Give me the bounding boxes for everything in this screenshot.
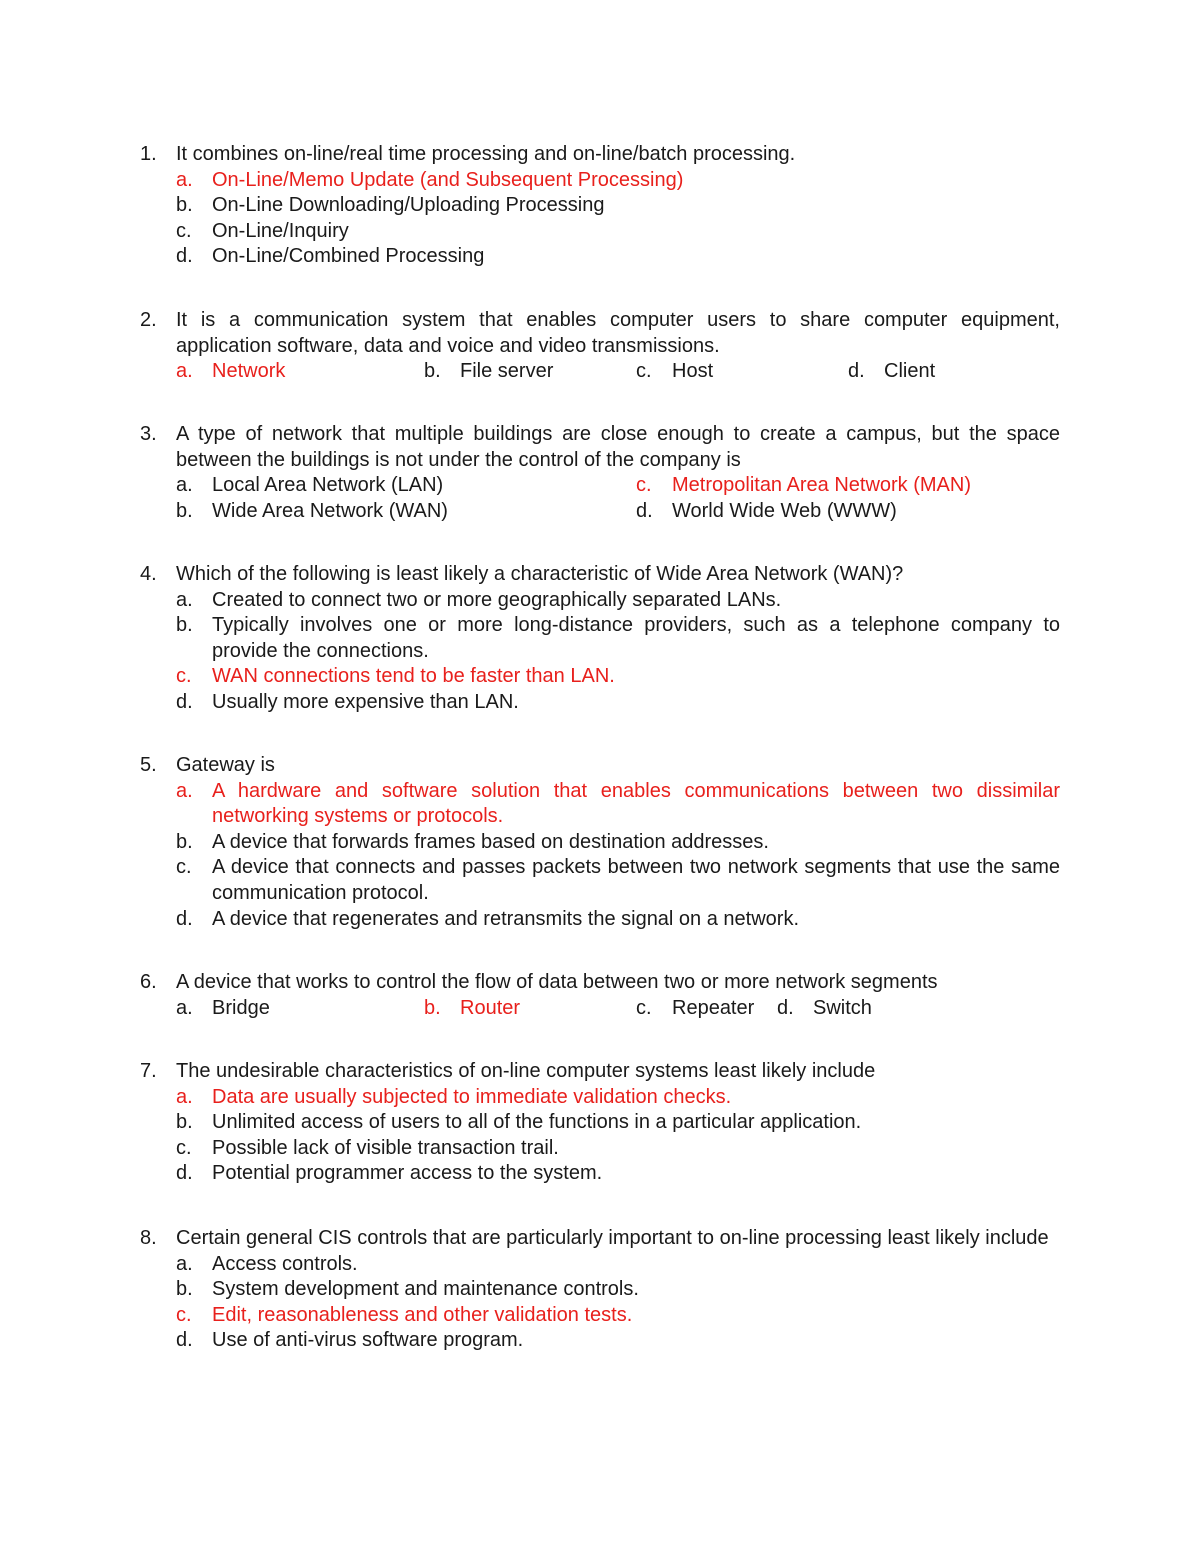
question-number: 2. (140, 309, 157, 331)
option-text: On-Line Downloading/Uploading Processing (212, 194, 605, 217)
question-number: 7. (140, 1060, 157, 1082)
question-2 (140, 308, 1060, 385)
question-number: 5. (140, 754, 157, 776)
option-d (848, 359, 1048, 385)
option-text: System development and maintenance controls. (212, 1278, 639, 1301)
option-letter: a. (176, 588, 193, 611)
option-text: Switch (813, 996, 872, 1019)
question-text: A type of network that multiple buildings are close enough to create a campus, but the space between the buildings is not under the control of the company is (176, 423, 1060, 471)
question-4 (140, 562, 1060, 716)
option-text: Router (460, 996, 521, 1019)
question-1 (140, 142, 1060, 270)
option-letter: d. (777, 996, 794, 1019)
option-b (176, 830, 1060, 856)
option-d (176, 907, 1060, 933)
option-text: Wide Area Network (WAN) (212, 499, 448, 522)
option-c (176, 1136, 1060, 1162)
question-text: Gateway is (176, 754, 275, 776)
option-letter: c. (636, 996, 652, 1019)
options-list (176, 779, 1060, 933)
option-text: Unlimited access of users to all of the functions in a particular application. (212, 1111, 862, 1134)
option-letter: b. (424, 360, 441, 383)
question-3 (140, 422, 1060, 524)
option-letter: c. (176, 856, 192, 879)
question-number: 3. (140, 423, 157, 445)
option-letter: d. (636, 499, 653, 522)
question-text: The undesirable characteristics of on-line computer systems least likely include (176, 1060, 876, 1082)
option-text: On-Line/Memo Update (and Subsequent Processing) (212, 168, 684, 191)
option-text: A hardware and software solution that enables communications between two dissimilar networking systems or protocols. (212, 779, 1060, 828)
question-text: Which of the following is least likely a characteristic of Wide Area Network (WAN)? (176, 563, 904, 585)
option-a (176, 359, 424, 385)
option-letter: b. (424, 996, 441, 1019)
option-letter: c. (636, 474, 652, 497)
question-7 (140, 1059, 1060, 1187)
option-letter: b. (176, 830, 193, 853)
option-letter: d. (176, 690, 193, 713)
option-text: A device that regenerates and retransmits the signal on a network. (212, 907, 800, 930)
option-text: World Wide Web (WWW) (672, 499, 897, 522)
options-list (176, 1252, 1060, 1354)
option-letter: a. (176, 779, 193, 802)
question-text: It combines on-line/real time processing and on-line/batch processing. (176, 143, 796, 165)
option-letter: b. (176, 194, 193, 217)
option-a (176, 996, 424, 1022)
option-text: Metropolitan Area Network (MAN) (672, 474, 971, 497)
options-row (176, 473, 1060, 499)
option-c (636, 996, 777, 1022)
question-number: 8. (140, 1227, 157, 1249)
question-number: 4. (140, 563, 157, 585)
question-text: It is a communication system that enables computer users to share computer equipment, application software, data and voice and video transmissions. (176, 309, 1060, 357)
option-letter: a. (176, 1252, 193, 1275)
option-text: A device that forwards frames based on destination addresses. (212, 830, 769, 853)
option-text: Possible lack of visible transaction trail. (212, 1136, 559, 1159)
options-list (176, 588, 1060, 716)
option-text: WAN connections tend to be faster than LAN. (212, 665, 615, 688)
option-letter: b. (176, 614, 193, 637)
option-text: Repeater (672, 996, 755, 1019)
option-b (176, 1277, 1060, 1303)
option-text: Data are usually subjected to immediate validation checks. (212, 1085, 732, 1108)
option-b (424, 359, 636, 385)
option-letter: c. (636, 360, 652, 383)
option-text: Typically involves one or more long-distance providers, such as a telephone company to provide the connections. (212, 614, 1060, 662)
option-text: A device that connects and passes packets between two network segments that use the same communication protocol. (212, 856, 1060, 904)
option-d (636, 499, 897, 525)
option-letter: c. (176, 1136, 192, 1159)
option-a (176, 168, 1060, 194)
options-list (176, 168, 1060, 270)
options-list (176, 1085, 1060, 1187)
option-d (777, 996, 872, 1022)
option-d (176, 1161, 1060, 1187)
options-row (176, 359, 1060, 385)
question-number: 6. (140, 971, 157, 993)
option-text: On-Line/Combined Processing (212, 245, 485, 268)
option-text: File server (460, 360, 554, 383)
question-number: 1. (140, 143, 157, 165)
option-c (176, 219, 1060, 245)
option-text: Created to connect two or more geographically separated LANs. (212, 588, 782, 611)
option-letter: c. (176, 219, 192, 242)
option-letter: b. (176, 1111, 193, 1134)
option-b (424, 996, 636, 1022)
option-letter: a. (176, 996, 193, 1019)
option-letter: a. (176, 1085, 193, 1108)
option-letter: c. (176, 665, 192, 688)
option-text: Use of anti-virus software program. (212, 1329, 524, 1352)
option-letter: b. (176, 1278, 193, 1301)
option-letter: a. (176, 360, 193, 383)
option-text: Network (212, 360, 286, 383)
option-a (176, 588, 1060, 614)
option-text: On-Line/Inquiry (212, 219, 349, 242)
option-d (176, 244, 1060, 270)
option-letter: a. (176, 168, 193, 191)
question-6 (140, 970, 1060, 1021)
option-c (636, 359, 848, 385)
option-c (636, 473, 971, 499)
question-text: Certain general CIS controls that are particularly important to on-line processing least likely include (176, 1227, 1049, 1249)
option-c (176, 664, 1060, 690)
option-text: Host (672, 360, 714, 383)
option-text: Client (884, 360, 936, 383)
option-text: Potential programmer access to the system. (212, 1162, 603, 1185)
option-letter: b. (176, 499, 193, 522)
option-letter: d. (176, 1162, 193, 1185)
option-b (176, 613, 1060, 664)
option-letter: d. (176, 245, 193, 268)
option-b (176, 193, 1060, 219)
option-c (176, 1303, 1060, 1329)
option-b (176, 1110, 1060, 1136)
option-d (176, 690, 1060, 716)
option-a (176, 779, 1060, 830)
option-letter: d. (848, 360, 865, 383)
option-text: Bridge (212, 996, 270, 1019)
option-letter: a. (176, 474, 193, 497)
option-letter: d. (176, 907, 193, 930)
options-row (176, 499, 1060, 525)
option-a (176, 473, 636, 499)
option-c (176, 855, 1060, 906)
option-d (176, 1328, 1060, 1354)
question-5 (140, 753, 1060, 932)
option-text: Local Area Network (LAN) (212, 474, 444, 497)
question-8 (140, 1226, 1060, 1354)
options-row (176, 996, 1060, 1022)
option-letter: d. (176, 1329, 193, 1352)
option-text: Usually more expensive than LAN. (212, 690, 519, 713)
option-b (176, 499, 636, 525)
option-letter: c. (176, 1303, 192, 1326)
option-a (176, 1085, 1060, 1111)
option-text: Access controls. (212, 1252, 358, 1275)
option-a (176, 1252, 1060, 1278)
option-text: Edit, reasonableness and other validation tests. (212, 1303, 633, 1326)
question-text: A device that works to control the flow of data between two or more network segments (176, 971, 938, 993)
